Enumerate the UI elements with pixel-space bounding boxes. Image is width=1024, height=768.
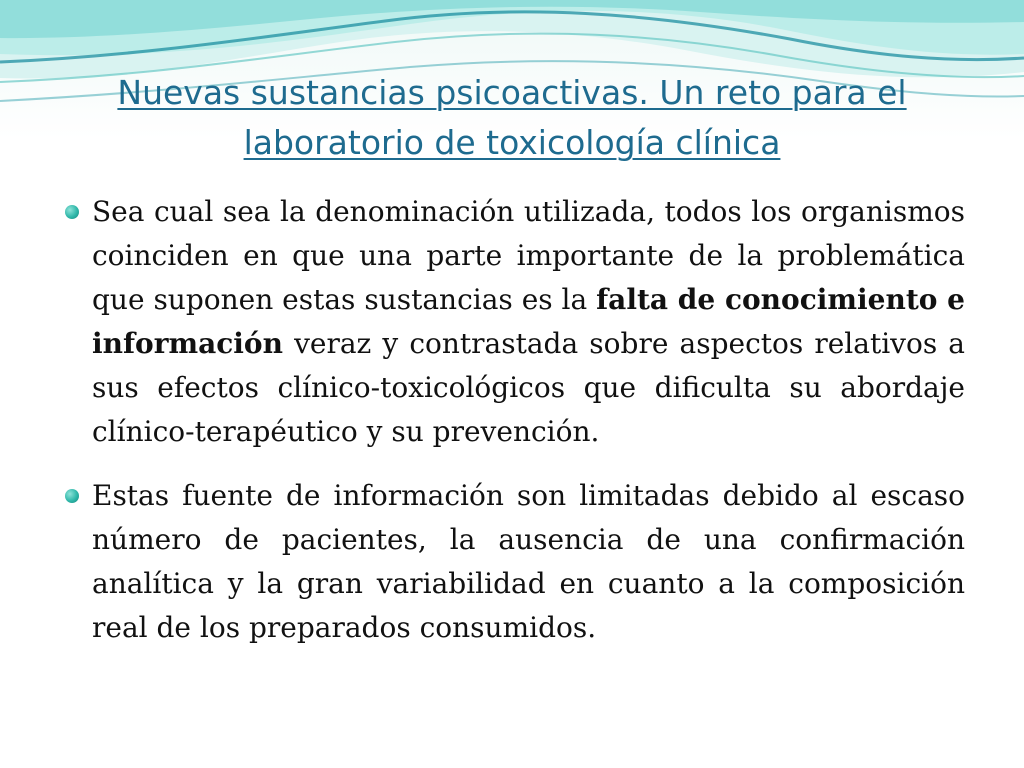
bullet-2-text: Estas fuente de información son limitadas debido al escaso número de pacientes, la ausencia de una confirmación analítica y la gran variabilidad en cuanto a la composición real de los preparados consumidos.: [92, 479, 965, 644]
bullet-1-bold-text: falta de conocimiento e información: [92, 283, 966, 360]
bullet-item-1: [62, 190, 965, 454]
bullet-1-text-after-bold: veraz y contrastada sobre aspectos relativos a sus efectos clínico-toxicológicos que dificulta su abordaje clínico-terapéutico y su prevención.: [92, 327, 965, 448]
slide-title-line-2: laboratorio de toxicología clínica: [243, 123, 781, 162]
bullet-item-2: [62, 474, 965, 650]
slide-title-line-1: Nuevas sustancias psicoactivas. Un reto para el: [117, 73, 907, 112]
bullet-dot-icon: [65, 489, 79, 503]
bullet-1-text-before-bold: Sea cual sea la denominación utilizada, todos los organismos coinciden en que una parte importante de la problemática que suponen estas sustancias es la: [92, 195, 965, 316]
slide-title: [60, 68, 964, 168]
bullet-list: [62, 190, 965, 670]
bullet-dot-icon: [65, 205, 79, 219]
